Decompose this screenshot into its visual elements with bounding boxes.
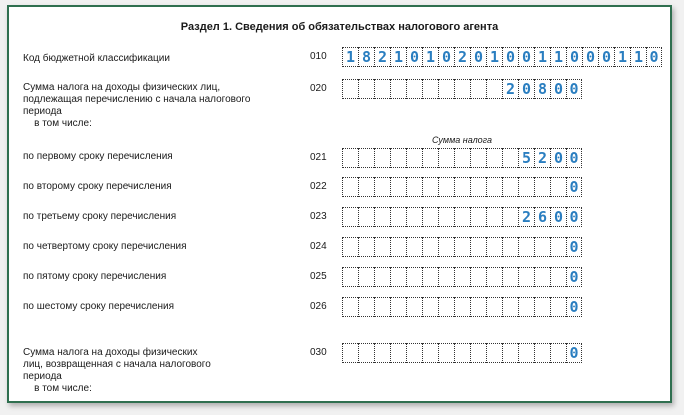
row-label-line: по четвертому сроку перечисления	[23, 241, 187, 252]
digit-cell[interactable]	[454, 207, 470, 227]
digit-cell[interactable]	[406, 343, 422, 363]
digit-cell[interactable]	[502, 343, 518, 363]
line-code-010: 010	[310, 51, 327, 62]
digit-cell[interactable]: 0	[566, 207, 582, 227]
digit-cell[interactable]: 8	[358, 47, 374, 67]
digit-cell[interactable]	[486, 207, 502, 227]
digit-cell[interactable]: 1	[486, 47, 502, 67]
digit-cell[interactable]	[518, 297, 534, 317]
value-cells-010[interactable]	[342, 47, 662, 67]
digit-cell[interactable]	[406, 207, 422, 227]
form-sheet	[7, 5, 672, 403]
value-cells-025[interactable]	[342, 267, 582, 287]
digit-cell[interactable]	[422, 79, 438, 99]
line-code-026: 026	[310, 301, 327, 312]
digit-cell[interactable]	[422, 297, 438, 317]
digit-cell[interactable]	[486, 79, 502, 99]
digit-cell[interactable]	[486, 297, 502, 317]
digit-cell[interactable]	[502, 267, 518, 287]
digit-cell[interactable]	[550, 343, 566, 363]
row-label-line: Сумма налога на доходы физических	[23, 347, 198, 358]
digit-cell[interactable]	[550, 177, 566, 197]
digit-cell[interactable]	[470, 207, 486, 227]
row-label-025	[23, 271, 166, 283]
digit-cell[interactable]: 8	[534, 79, 550, 99]
digit-cell[interactable]	[486, 267, 502, 287]
digit-cell[interactable]	[518, 267, 534, 287]
digit-cell[interactable]: 0	[438, 47, 454, 67]
digit-cell[interactable]: 1	[422, 47, 438, 67]
digit-cell[interactable]: 0	[502, 47, 518, 67]
section-title: Раздел 1. Сведения об обязательствах налогового агента	[180, 21, 499, 33]
digit-cell[interactable]	[342, 267, 358, 287]
value-cells-026[interactable]	[342, 297, 582, 317]
digit-cell[interactable]	[390, 297, 406, 317]
digit-cell[interactable]: 2	[502, 79, 518, 99]
digit-cell[interactable]	[470, 343, 486, 363]
digit-cell[interactable]	[374, 237, 390, 257]
line-code-024: 024	[310, 241, 327, 252]
digit-cell[interactable]	[470, 79, 486, 99]
row-label-line: периода	[23, 106, 62, 117]
digit-cell[interactable]	[374, 148, 390, 168]
digit-cell[interactable]	[374, 297, 390, 317]
digit-cell[interactable]: 1	[614, 47, 630, 67]
digit-cell[interactable]: 0	[550, 207, 566, 227]
digit-cell[interactable]: 1	[550, 47, 566, 67]
digit-cell[interactable]: 0	[582, 47, 598, 67]
digit-cell[interactable]	[390, 343, 406, 363]
digit-cell[interactable]	[438, 297, 454, 317]
digit-cell[interactable]	[438, 343, 454, 363]
digit-cell[interactable]	[390, 207, 406, 227]
digit-cell[interactable]: 1	[342, 47, 358, 67]
line-code-025: 025	[310, 271, 327, 282]
row-label-line: по первому сроку перечисления	[23, 151, 173, 162]
digit-cell[interactable]	[374, 267, 390, 287]
line-code-021: 021	[310, 152, 327, 163]
value-cells-020[interactable]	[342, 79, 582, 99]
digit-cell[interactable]	[342, 148, 358, 168]
line-code-030: 030	[310, 347, 327, 358]
digit-cell[interactable]	[390, 148, 406, 168]
digit-cell[interactable]	[470, 148, 486, 168]
digit-cell[interactable]	[502, 148, 518, 168]
row-label-line: подлежащая перечислению с начала налогового	[23, 94, 251, 105]
line-code-023: 023	[310, 211, 327, 222]
value-cells-023[interactable]	[342, 207, 582, 227]
digit-cell[interactable]	[438, 177, 454, 197]
row-label-030	[23, 347, 211, 395]
digit-cell[interactable]	[534, 267, 550, 287]
value-cells-024[interactable]	[342, 237, 582, 257]
digit-cell[interactable]: 0	[518, 79, 534, 99]
row-label-010	[23, 53, 170, 65]
digit-cell[interactable]	[502, 237, 518, 257]
digit-cell[interactable]: 0	[566, 267, 582, 287]
digit-cell[interactable]: 0	[566, 343, 582, 363]
digit-cell[interactable]	[406, 267, 422, 287]
value-cells-022[interactable]	[342, 177, 582, 197]
digit-cell[interactable]	[374, 207, 390, 227]
digit-cell[interactable]	[438, 267, 454, 287]
digit-cell[interactable]: 0	[566, 79, 582, 99]
digit-cell[interactable]: 0	[566, 237, 582, 257]
digit-cell[interactable]	[422, 148, 438, 168]
digit-cell[interactable]	[374, 177, 390, 197]
digit-cell[interactable]: 1	[630, 47, 646, 67]
digit-cell[interactable]	[486, 237, 502, 257]
digit-cell[interactable]	[470, 297, 486, 317]
digit-cell[interactable]	[454, 177, 470, 197]
digit-cell[interactable]: 1	[390, 47, 406, 67]
digit-cell[interactable]	[486, 148, 502, 168]
digit-cell[interactable]	[342, 207, 358, 227]
line-code-022: 022	[310, 181, 327, 192]
row-label-line: по пятому сроку перечисления	[23, 271, 167, 282]
digit-cell[interactable]	[342, 79, 358, 99]
digit-cell[interactable]	[406, 148, 422, 168]
digit-cell[interactable]	[438, 237, 454, 257]
digit-cell[interactable]	[342, 237, 358, 257]
digit-cell[interactable]	[454, 148, 470, 168]
digit-cell[interactable]: 1	[534, 47, 550, 67]
digit-cell[interactable]	[518, 343, 534, 363]
row-label-line: по третьему сроку перечисления	[23, 211, 177, 222]
digit-cell[interactable]	[390, 79, 406, 99]
digit-cell[interactable]	[550, 297, 566, 317]
digit-cell[interactable]	[358, 207, 374, 227]
digit-cell[interactable]: 0	[550, 79, 566, 99]
digit-cell[interactable]	[406, 237, 422, 257]
digit-cell[interactable]: 0	[566, 148, 582, 168]
digit-cell[interactable]	[342, 297, 358, 317]
digit-cell[interactable]	[358, 148, 374, 168]
row-label-line: по шестому сроку перечисления	[23, 301, 175, 312]
row-label-023	[23, 211, 176, 223]
digit-cell[interactable]	[534, 297, 550, 317]
digit-cell[interactable]	[422, 267, 438, 287]
value-cells-021[interactable]	[342, 148, 582, 168]
digit-cell[interactable]: 0	[518, 47, 534, 67]
digit-cell[interactable]	[486, 343, 502, 363]
digit-cell[interactable]: 0	[566, 177, 582, 197]
digit-cell[interactable]	[454, 297, 470, 317]
row-label-line: Сумма налога на доходы физических лиц,	[23, 82, 221, 93]
digit-cell[interactable]: 2	[374, 47, 390, 67]
value-cells-030[interactable]	[342, 343, 582, 363]
row-label-022	[23, 181, 172, 193]
digit-cell[interactable]	[390, 267, 406, 287]
digit-cell[interactable]	[358, 79, 374, 99]
digit-cell[interactable]	[550, 267, 566, 287]
digit-cell[interactable]	[406, 297, 422, 317]
digit-cell[interactable]	[422, 207, 438, 227]
digit-cell[interactable]	[470, 177, 486, 197]
digit-cell[interactable]	[518, 177, 534, 197]
digit-cell[interactable]	[406, 79, 422, 99]
digit-cell[interactable]	[550, 237, 566, 257]
row-label-line: в том числе:	[23, 383, 92, 394]
digit-cell[interactable]	[374, 343, 390, 363]
row-label-line: лиц, возвращенная с начала налогового	[23, 359, 211, 370]
digit-cell[interactable]	[438, 148, 454, 168]
digit-cell[interactable]: 2	[454, 47, 470, 67]
digit-cell[interactable]	[534, 177, 550, 197]
digit-cell[interactable]: 2	[518, 207, 534, 227]
digit-cell[interactable]	[454, 79, 470, 99]
row-label-line: по второму сроку перечисления	[23, 181, 172, 192]
digit-cell[interactable]	[470, 237, 486, 257]
digit-cell[interactable]: 2	[534, 148, 550, 168]
digit-cell[interactable]	[342, 177, 358, 197]
digit-cell[interactable]	[534, 343, 550, 363]
digit-cell[interactable]	[486, 177, 502, 197]
digit-cell[interactable]: 0	[566, 47, 582, 67]
digit-cell[interactable]	[390, 237, 406, 257]
digit-cell[interactable]	[502, 297, 518, 317]
row-label-line: периода	[23, 371, 62, 382]
digit-cell[interactable]	[390, 177, 406, 197]
digit-cell[interactable]	[342, 343, 358, 363]
line-code-020: 020	[310, 83, 327, 94]
digit-cell[interactable]	[454, 237, 470, 257]
digit-cell[interactable]	[454, 343, 470, 363]
digit-cell[interactable]: 5	[518, 148, 534, 168]
row-label-024	[23, 241, 187, 253]
row-label-line: Код бюджетной классификации	[23, 53, 170, 64]
digit-cell[interactable]	[374, 79, 390, 99]
sum-column-header: Сумма налога	[432, 135, 493, 145]
digit-cell[interactable]	[358, 177, 374, 197]
digit-cell[interactable]	[422, 237, 438, 257]
digit-cell[interactable]: 0	[406, 47, 422, 67]
row-label-026	[23, 301, 174, 313]
digit-cell[interactable]	[438, 79, 454, 99]
digit-cell[interactable]: 6	[534, 207, 550, 227]
digit-cell[interactable]	[438, 207, 454, 227]
row-label-line: в том числе:	[23, 118, 92, 129]
digit-cell[interactable]: 0	[470, 47, 486, 67]
digit-cell[interactable]	[422, 343, 438, 363]
digit-cell[interactable]	[422, 177, 438, 197]
digit-cell[interactable]: 0	[646, 47, 662, 67]
digit-cell[interactable]: 0	[566, 297, 582, 317]
digit-cell[interactable]	[358, 237, 374, 257]
digit-cell[interactable]: 0	[598, 47, 614, 67]
digit-cell[interactable]: 0	[550, 148, 566, 168]
digit-cell[interactable]	[518, 237, 534, 257]
row-label-020	[23, 82, 250, 130]
digit-cell[interactable]	[534, 237, 550, 257]
digit-cell[interactable]	[470, 267, 486, 287]
digit-cell[interactable]	[358, 267, 374, 287]
digit-cell[interactable]	[358, 343, 374, 363]
digit-cell[interactable]	[406, 177, 422, 197]
row-label-021	[23, 151, 173, 163]
digit-cell[interactable]	[358, 297, 374, 317]
digit-cell[interactable]	[454, 267, 470, 287]
digit-cell[interactable]	[502, 177, 518, 197]
digit-cell[interactable]	[502, 207, 518, 227]
